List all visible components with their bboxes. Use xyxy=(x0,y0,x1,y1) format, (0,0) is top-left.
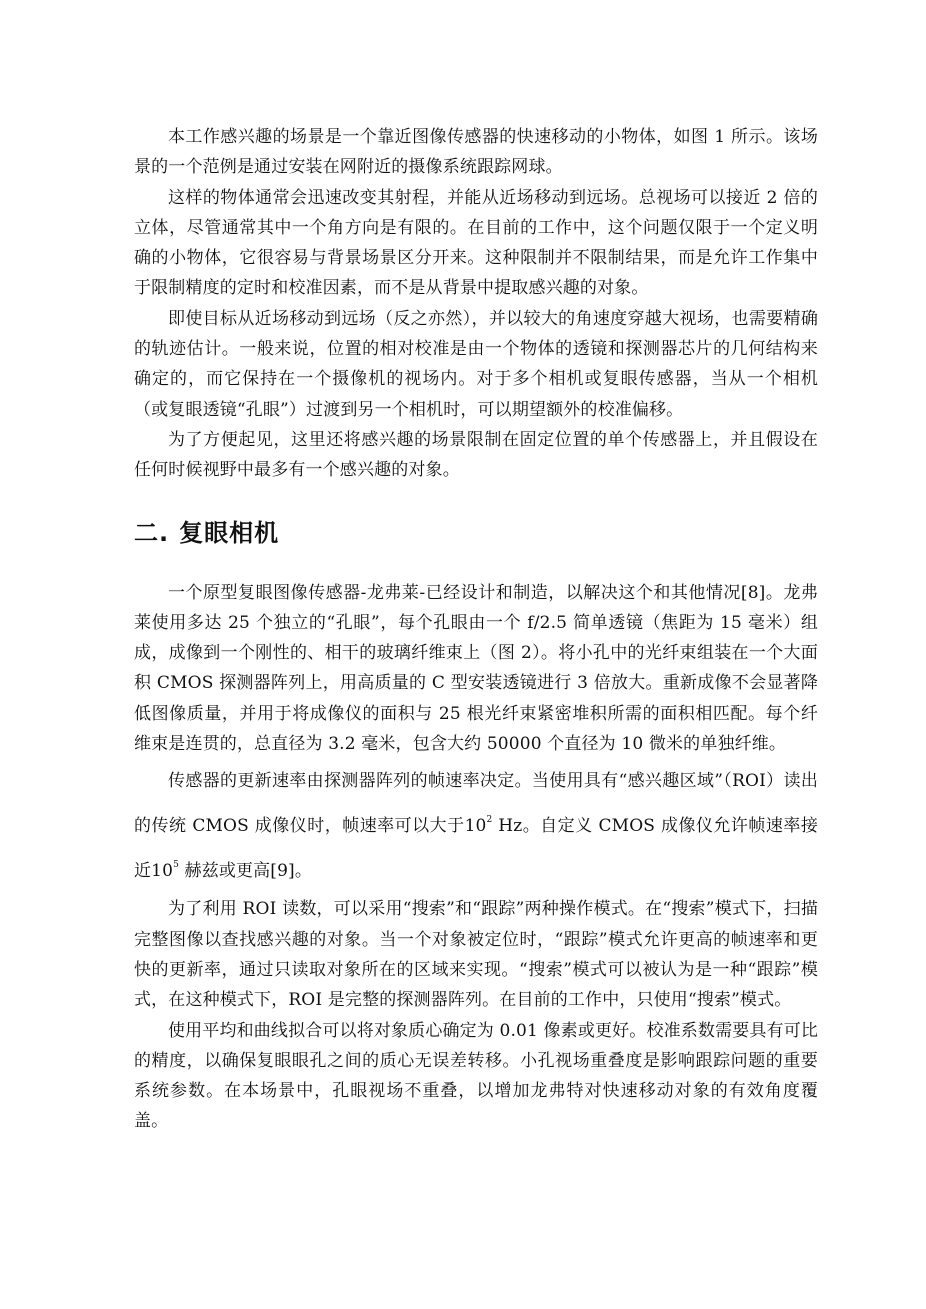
intro-paragraph-3: 即使目标从近场移动到远场（反之亦然），并以较大的角速度穿越大视场，也需要精确的轨迹估计。一般来说，位置的相对校准是由一个物体的透镜和探测器芯片的几何结构来确定的，而它保持在一个摄像机的视场内。对于多个相机或复眼传感器，当从一个相机（或复眼透镜“孔眼”）过渡到另一个相机时，可以期望额外的校准偏移。 xyxy=(134,308,818,420)
section-paragraph-4: 使用平均和曲线拟合可以将对象质心确定为 0.01 像素或更好。校准系数需要具有可比的精度，以确保复眼眼孔之间的质心无误差转移。小孔视场重叠度是影响跟踪问题的重要系统参数。在本场景中，孔眼视场不重叠，以增加龙弗特对快速移动对象的有效角度覆盖。 xyxy=(134,1020,818,1132)
section-number: 二. xyxy=(134,518,170,547)
section-paragraph-3: 为了利用 ROI 读数，可以采用“搜索”和“跟踪”两种操作模式。在“搜索”模式下，扫描完整图像以查找感兴趣的对象。当一个对象被定位时，“跟踪”模式允许更高的帧速率和更快的更新率，通过只读取对象所在的区域来实现。“搜索”模式可以被认为是一种“跟踪”模式，在这种模式下，ROI 是完整的探测器阵列。在目前的工作中，只使用“搜索”模式。 xyxy=(134,899,818,1011)
exponent-1: 2 xyxy=(486,815,493,826)
section-title: 复眼相机 xyxy=(179,518,280,547)
paragraph-2-text-a: 传感器的更新速率由探测器阵列的帧速率决定。当使用具有“感兴趣区域”（ROI）读出的传统 CMOS 成像仪时，帧速率可以大于 xyxy=(134,771,818,837)
section-paragraph-2 xyxy=(134,759,818,894)
intro-paragraph-1: 本工作感兴趣的场景是一个靠近图像传感器的快速移动的小物体，如图 1 所示。该场景的一个范例是通过安装在网附近的摄像系统跟踪网球。 xyxy=(134,127,818,178)
exponent-2: 5 xyxy=(173,860,179,871)
power-base-2: 10 xyxy=(151,861,174,882)
power-base-1: 10 xyxy=(464,816,487,837)
section-paragraph-1: 一个原型复眼图像传感器-龙弗莱-已经设计和制造，以解决这个和其他情况[8]。龙弗莱使用多达 25 个独立的“孔眼”，每个孔眼由一个 f/2.5 简单透镜（焦距为 15 毫米）组成，成像到一个刚性的、相干的玻璃纤维束上（图 2）。将小孔中的光纤束组装在一个大面积 CMOS 探测器阵列上，用高质量的 C 型安装透镜进行 3 倍放大。重新成像不会显著降低图像质量，并用于将成像仪的面积与 25 根光纤束紧密堆积所需的面积相匹配。每个纤维束是连贯的，总直径为 3.2 毫米，包含大约 50000 个直径为 10 微米的单独纤维。 xyxy=(134,582,818,755)
intro-paragraph-2: 这样的物体通常会迅速改变其射程，并能从近场移动到远场。总视场可以接近 2 倍的立体，尽管通常其中一个角方向是有限的。在目前的工作中，这个问题仅限于一个定义明确的小物体，它很容易与背景场景区分开来。这种限制并不限制结果，而是允许工作集中于限制精度的定时和校准因素，而不是从背景中提取感兴趣的对象。 xyxy=(134,187,818,299)
document-page xyxy=(134,122,818,1137)
paragraph-2-text-c: 赫兹或更高[9]。 xyxy=(178,861,312,882)
intro-paragraph-4: 为了方便起见，这里还将感兴趣的场景限制在固定位置的单个传感器上，并且假设在任何时候视野中最多有一个感兴趣的对象。 xyxy=(134,429,818,481)
paragraph-2-text-b: Hz。自定义 CMOS 成像仪允许帧速率接近 xyxy=(134,816,818,882)
section-heading xyxy=(134,516,818,550)
